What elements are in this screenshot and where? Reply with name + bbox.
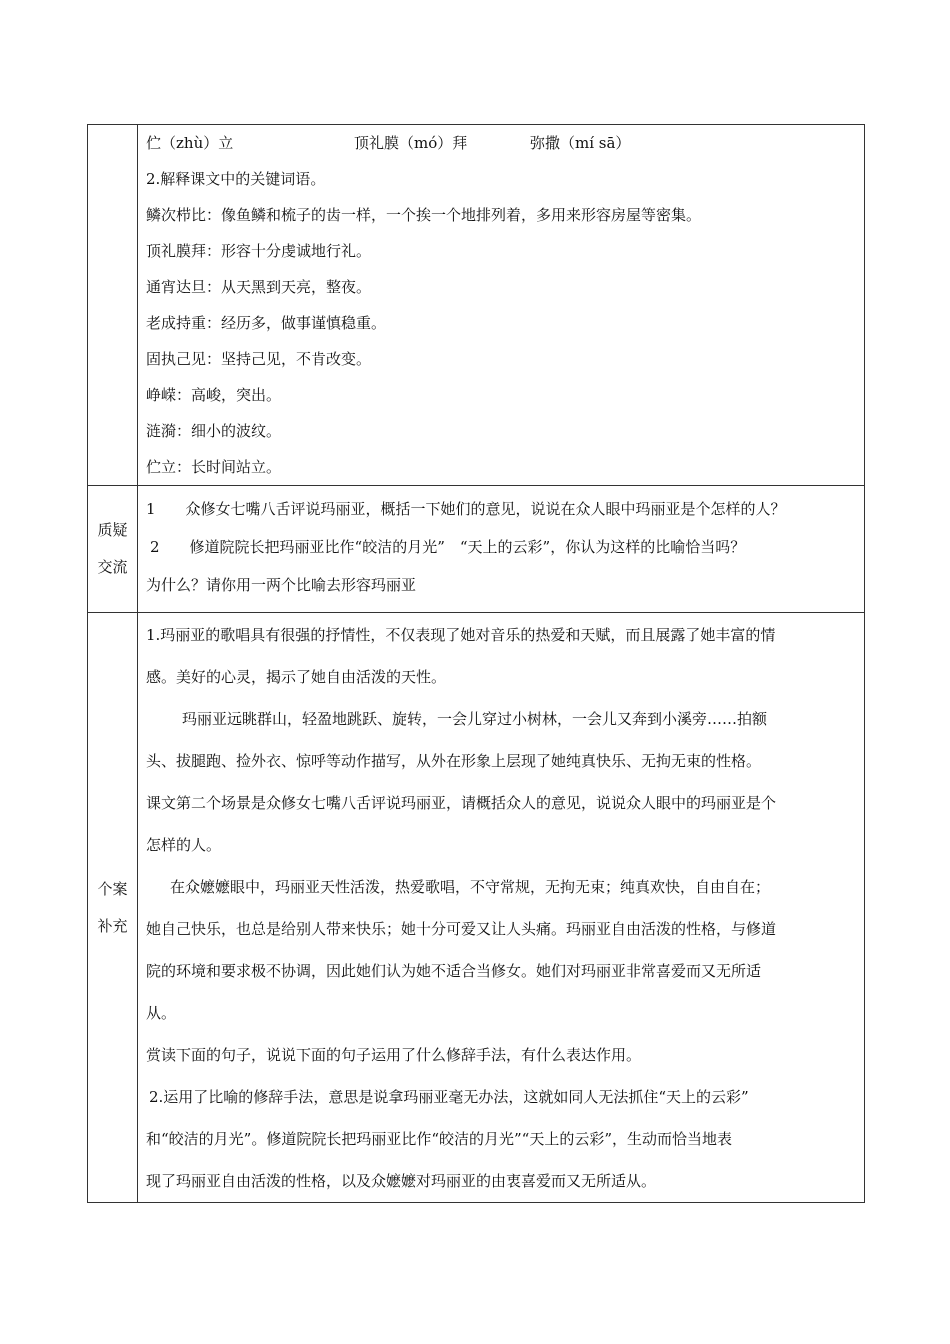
supplement-label-cell — [88, 613, 138, 1203]
term-line: 峥嵘：高峻，突出。 — [146, 386, 282, 404]
question-2-continuation: 为什么？请你用一两个比喻去形容玛丽亚 — [146, 576, 417, 594]
term-line: 老成持重：经历多，做事谨慎稳重。 — [146, 314, 387, 332]
supplement-line: 课文第二个场景是众修女七嘴八舌评说玛丽亚，请概括众人的意见，说说众人眼中的玛丽亚是个 — [146, 794, 777, 812]
vocabulary-row — [88, 125, 865, 486]
questions-content-cell — [138, 486, 865, 613]
supplement-line: 1.玛丽亚的歌唱具有很强的抒情性，不仅表现了她对音乐的热爱和天赋，而且展露了她丰富的情 — [146, 626, 776, 644]
supplement-label-line1: 个案 — [97, 879, 128, 898]
vocabulary-content-cell — [138, 125, 865, 486]
lesson-table — [87, 124, 865, 1203]
supplement-line: 院的环境和要求极不协调，因此她们认为她不适合当修女。她们对玛丽亚非常喜爱而又无所适 — [146, 962, 762, 980]
question-2: 2 修道院院长把玛丽亚比作“皎洁的月光” “天上的云彩”，你认为这样的比喻恰当吗？ — [150, 538, 746, 556]
supplement-line: 和“皎洁的月光”。修道院院长把玛丽亚比作“皎洁的月光”“天上的云彩”，生动而恰当地表 — [146, 1130, 733, 1148]
supplement-label-line2: 补充 — [97, 916, 128, 935]
pronunciation-1: 伫（zhù）立 — [146, 134, 234, 152]
term-line: 顶礼膜拜：形容十分虔诚地行礼。 — [146, 242, 372, 260]
supplement-line: 怎样的人。 — [146, 836, 222, 854]
term-line: 固执己见：坚持己见，不肯改变。 — [146, 350, 372, 368]
supplement-line: 玛丽亚远眺群山，轻盈地跳跃、旋转，一会儿穿过小树林，一会儿又奔到小溪旁……拍额 — [182, 710, 768, 728]
supplement-line: 从。 — [146, 1004, 177, 1022]
supplement-line: 她自己快乐，也总是给别人带来快乐；她十分可爱又让人头痛。玛丽亚自由活泼的性格，与修道 — [146, 920, 777, 938]
supplement-line: 现了玛丽亚自由活泼的性格，以及众嬷嬷对玛丽亚的由衷喜爱而又无所适从。 — [146, 1172, 657, 1190]
term-line: 鳞次栉比：像鱼鳞和梳子的齿一样，一个挨一个地排列着，多用来形容房屋等密集。 — [146, 206, 702, 224]
vocabulary-heading: 2.解释课文中的关键词语。 — [146, 170, 326, 188]
supplement-content-cell — [138, 613, 865, 1203]
pronunciation-line — [146, 125, 858, 161]
pronunciation-2: 顶礼膜（mó）拜 — [354, 134, 468, 152]
vocabulary-label-cell — [88, 125, 138, 486]
supplement-row — [88, 613, 865, 1203]
supplement-line: 感。美好的心灵，揭示了她自由活泼的天性。 — [146, 668, 447, 686]
supplement-line: 2.运用了比喻的修辞手法，意思是说拿玛丽亚毫无办法，这就如同人无法抓住“天上的云彩” — [149, 1088, 749, 1106]
questions-row — [88, 486, 865, 613]
question-1: 1 众修女七嘴八舌评说玛丽亚，概括一下她们的意见，说说在众人眼中玛丽亚是个怎样的人？ — [146, 500, 786, 518]
supplement-line: 在众嬷嬷眼中，玛丽亚天性活泼，热爱歌唱，不守常规，无拘无束；纯真欢快，自由自在； — [170, 878, 771, 896]
term-line: 伫立：长时间站立。 — [146, 458, 282, 476]
supplement-line: 头、拔腿跑、捡外衣、惊呼等动作描写，从外在形象上层现了她纯真快乐、无拘无束的性格。 — [146, 752, 762, 770]
term-line: 通宵达旦：从天黑到天亮，整夜。 — [146, 278, 372, 296]
questions-label-line2: 交流 — [97, 558, 128, 576]
pronunciation-3: 弥撒（mí sā） — [530, 134, 631, 152]
supplement-line: 赏读下面的句子，说说下面的句子运用了什么修辞手法，有什么表达作用。 — [146, 1046, 642, 1064]
questions-label-cell — [88, 486, 138, 613]
questions-label-line1: 质疑 — [97, 521, 128, 539]
term-line: 涟漪：细小的波纹。 — [146, 422, 282, 440]
